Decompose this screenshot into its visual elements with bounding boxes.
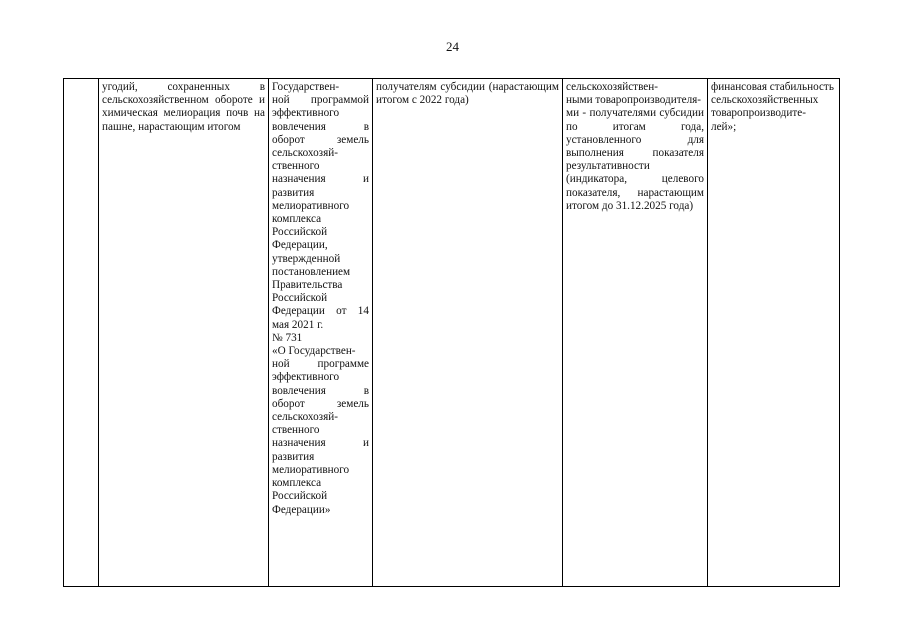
indicator-table xyxy=(63,78,840,587)
table-cell-recipients xyxy=(373,79,563,587)
table-cell-indicator xyxy=(99,79,269,587)
cell-text: Государствен- ной программой эффективного вовлечения в оборот земель сельскохозяй- ственного назначения и развития мелиоративного комплекса Российской Федерации, утвержденной постановлением Правительства Российской Федерации от 14 мая 2021 г. № 731 «О Государствен- ной программе эффективного вовлечения в оборот земель сельскохозяй- ственного назначения и развития мелиоративного комплекса Российской Федерации» xyxy=(272,81,369,516)
page-number: 24 xyxy=(446,39,459,54)
cell-text: получателям субсидии (нарастающим итогом с 2022 года) xyxy=(376,81,559,107)
table-cell-empty xyxy=(64,79,99,587)
cell-text: финансовая стабильность сельскохозяйственных товаропроизводите- лей»; xyxy=(711,81,834,133)
cell-text: сельскохозяйствен- ными товаропроизводителя- ми - получателями субсидии по итогам года, установленного для выполнения показателя результативности (индикатора, целевого показателя, нарастающим итогом до 31.12.2025 года) xyxy=(566,81,704,212)
cell-text: угодий, сохраненных в сельскохозяйственном обороте и химическая мелиорация почв на пашне, нарастающим итогом xyxy=(102,81,265,133)
table-cell-stability xyxy=(708,79,840,587)
table-cell-program xyxy=(269,79,373,587)
table-row xyxy=(64,79,840,587)
table-cell-producers xyxy=(563,79,708,587)
